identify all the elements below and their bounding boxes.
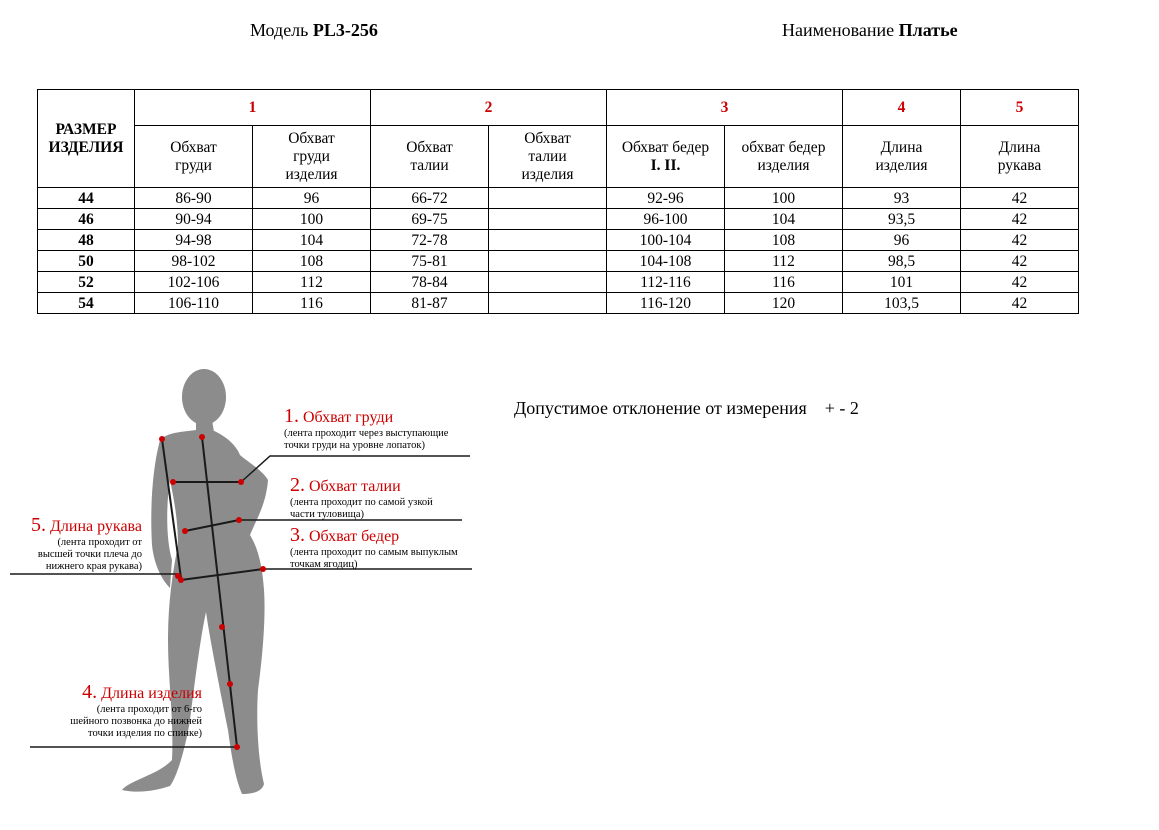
table-cell: 100-104 [607,230,725,251]
table-cell: 120 [725,293,843,314]
group-3-header: 3 [607,90,843,126]
group-2-header: 2 [371,90,607,126]
hips-point-right [260,566,266,572]
table-cell: 101 [843,272,961,293]
table-cell: 90-94 [135,209,253,230]
hips-annotation-title: 3. Обхват бедер [290,524,400,546]
chest-annotation [284,405,448,452]
table-cell: 75-81 [371,251,489,272]
length-annotation-desc: (лента проходит от 6-го шейного позвонка до нижней точки изделия по спинке) [70,704,202,739]
table-cell: 42 [961,188,1079,209]
sleeve-annotation-desc: (лента проходит от высшей точки плеча до нижнего края рукава) [37,537,142,572]
table-cell: 78-84 [371,272,489,293]
size-cell: 44 [38,188,135,209]
table-cell: 98-102 [135,251,253,272]
table-cell: 94-98 [135,230,253,251]
table-cell: 96 [843,230,961,251]
table-cell: 112 [725,251,843,272]
length-annotation [40,681,202,740]
table-cell: 42 [961,293,1079,314]
table-cell: 69-75 [371,209,489,230]
table-cell: 42 [961,230,1079,251]
neck-point [199,434,205,440]
table-cell: 116 [725,272,843,293]
waist-point-left [182,528,188,534]
group-4-header: 4 [843,90,961,126]
waist-point-right [236,517,242,523]
table-cell: 103,5 [843,293,961,314]
size-cell: 50 [38,251,135,272]
table-cell: 98,5 [843,251,961,272]
subheader-chest-garment: Обхват груди изделия [253,126,371,188]
model-value: PL3-256 [312,20,378,40]
shoulder-point [159,436,165,442]
table-cell: 93,5 [843,209,961,230]
table-cell: 108 [725,230,843,251]
subheader-chest: Обхват груди [135,126,253,188]
table-cell: 66-72 [371,188,489,209]
subheader-waist: Обхват талии [371,126,489,188]
table-cell: 104 [253,230,371,251]
tolerance-value: + - 2 [824,398,859,418]
table-cell: 106-110 [135,293,253,314]
table-cell: 96-100 [607,209,725,230]
chest-annotation-desc: (лента проходит через выступающие точки груди на уровне лопаток) [284,428,449,451]
length-annotation-title: 4. Длина изделия [82,681,202,703]
chest-point-left [170,479,176,485]
subheader-waist-garment: Обхват талии изделия [489,126,607,188]
table-cell: 93 [843,188,961,209]
length-point-knee [219,624,225,630]
table-cell: 104 [725,209,843,230]
table-cell: 72-78 [371,230,489,251]
subheader-hips-garment: обхват бедер изделия [725,126,843,188]
size-header-cell: РАЗМЕР ИЗДЕЛИЯ [38,90,135,188]
group-1-header: 1 [135,90,371,126]
hips-annotation [290,524,458,571]
table-cell: 100 [253,209,371,230]
name-label: Наименование [782,20,899,40]
table-cell: 102-106 [135,272,253,293]
size-cell: 52 [38,272,135,293]
table-cell: 112 [253,272,371,293]
table-cell: 116 [253,293,371,314]
table-cell: 42 [961,209,1079,230]
waist-annotation-desc: (лента проходит по самой узкой части туловища) [290,497,433,520]
chest-point-right [238,479,244,485]
group-5-header: 5 [961,90,1079,126]
table-cell: 81-87 [371,293,489,314]
table-cell: 100 [725,188,843,209]
subheader-garment-length: Длина изделия [843,126,961,188]
size-cell: 46 [38,209,135,230]
model-label: Модель [250,20,313,40]
chest-annotation-title: 1. Обхват груди [284,405,394,427]
subheader-hips: Обхват бедер I. II. [607,126,725,188]
table-cell: 42 [961,251,1079,272]
table-cell: 86-90 [135,188,253,209]
table-cell: 96 [253,188,371,209]
table-cell: 104-108 [607,251,725,272]
table-cell: 108 [253,251,371,272]
table-cell: 112-116 [607,272,725,293]
waist-annotation-title: 2. Обхват талии [290,474,401,496]
table-cell: 42 [961,272,1079,293]
waist-annotation [290,474,433,521]
table-cell: 116-120 [607,293,725,314]
size-cell: 48 [38,230,135,251]
subheader-sleeve-length: Длина рукава [961,126,1079,188]
tolerance-text: Допустимое отклонение от измерения [514,398,807,418]
length-point-shin [227,681,233,687]
size-cell: 54 [38,293,135,314]
sleeve-annotation [12,514,142,573]
name-value: Платье [898,20,958,40]
hips-point-left [178,577,184,583]
hips-annotation-desc: (лента проходит по самым выпуклым точкам ягодиц) [290,547,458,570]
length-point-end [234,744,240,750]
sleeve-annotation-title: 5. Длина рукава [31,514,142,536]
table-cell: 92-96 [607,188,725,209]
